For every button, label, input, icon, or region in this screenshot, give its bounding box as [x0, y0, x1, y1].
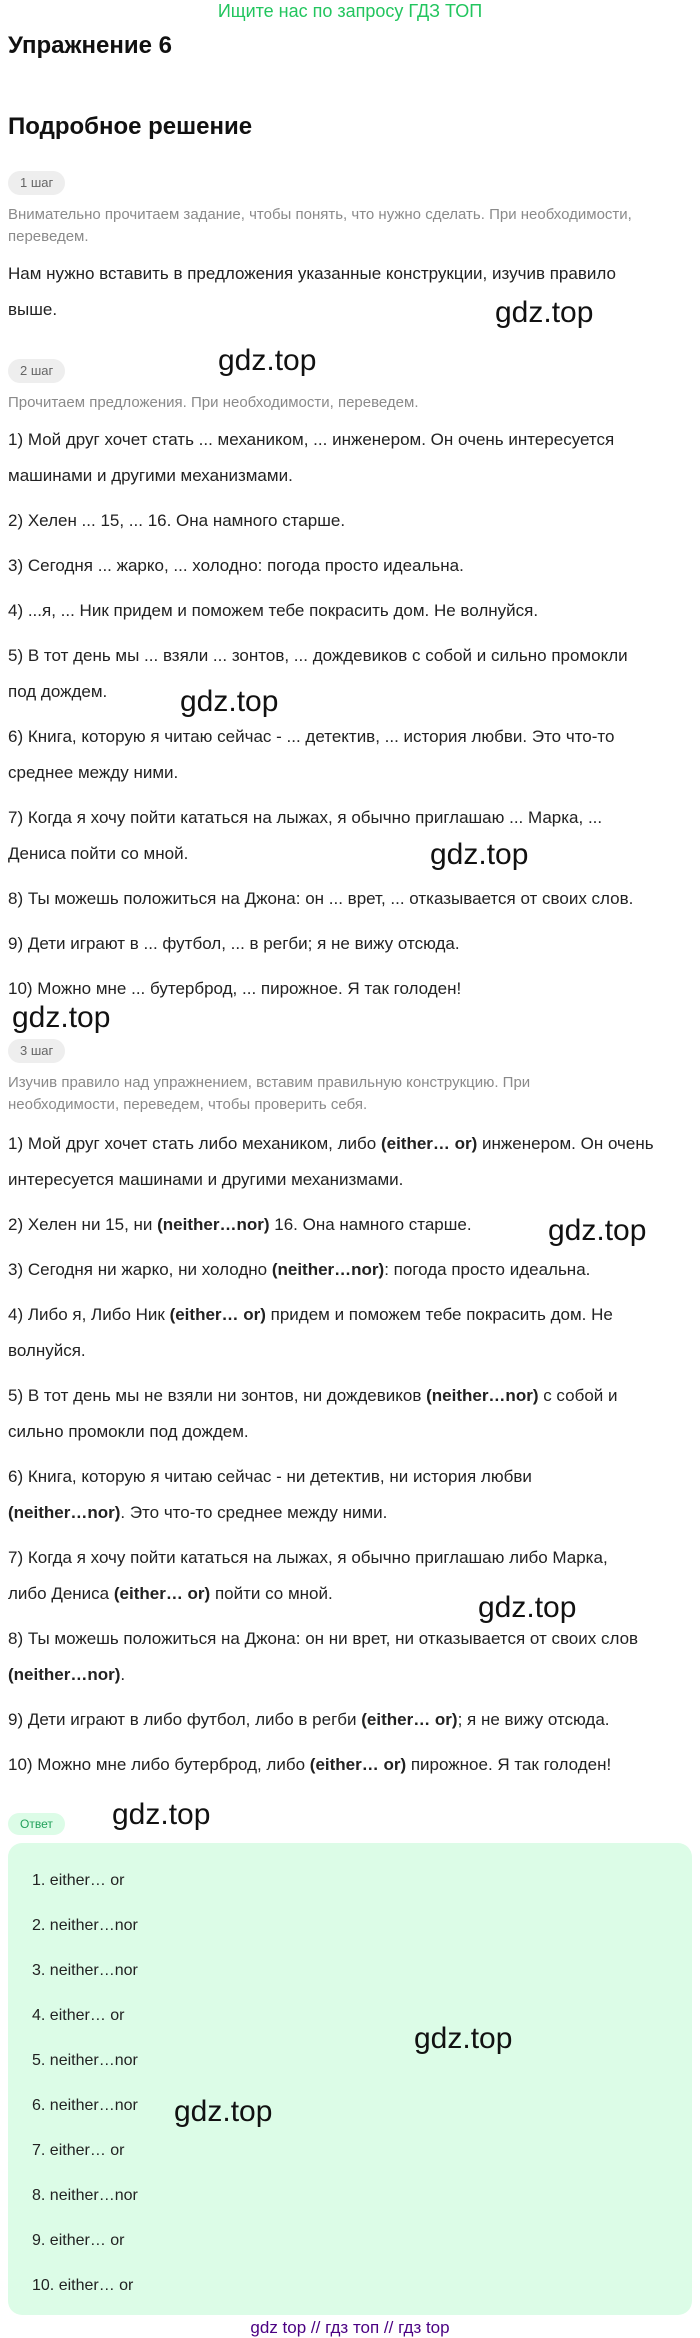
step2-line: машинами и другими механизмами. [8, 466, 293, 485]
step3-line: волнуйся. [8, 1341, 86, 1360]
step1-text-1: Нам нужно вставить в предложения указанные конструкции, изучив правило [8, 264, 616, 283]
answer-item: 4. either… or [32, 2007, 125, 2024]
step3-line: (neither…nor). Это что-то среднее между ними. [8, 1503, 388, 1522]
watermark: gdz.top [174, 2095, 273, 2128]
step-badge-1: 1 шаг [8, 171, 65, 195]
watermark: gdz.top [180, 685, 279, 718]
step3-line: сильно промокли под дождем. [8, 1422, 249, 1441]
step2-line: 10) Можно мне ... бутерброд, ... пирожное. Я так голоден! [8, 979, 462, 998]
step2-line: 1) Мой друг хочет стать ... механиком, ... инженером. Он очень интересуется [8, 430, 615, 449]
step3-line: 6) Книга, которую я читаю сейчас - ни детектив, ни история любви [8, 1467, 532, 1486]
page-title: Упражнение 6 [8, 32, 172, 59]
step3-line: 10) Можно мне либо бутерброд, либо (either… or) пирожное. Я так голоден! [8, 1755, 612, 1774]
step3-line: 2) Хелен ни 15, ни (neither…nor) 16. Она намного старше. [8, 1215, 472, 1234]
solution-heading: Подробное решение [8, 113, 253, 140]
answer-item: 2. neither…nor [32, 1917, 138, 1934]
step2-line: 4) ...я, ... Ник придем и поможем тебе покрасить дом. Не волнуйся. [8, 601, 539, 620]
step2-line: под дождем. [8, 682, 108, 701]
answer-item: 1. either… or [32, 1872, 125, 1889]
step3-line: 1) Мой друг хочет стать либо механиком, либо (either… or) инженером. Он очень [8, 1134, 654, 1153]
watermark: gdz.top [414, 2022, 513, 2055]
step-badge-3: 3 шаг [8, 1039, 65, 1063]
step3-line: 9) Дети играют в либо футбол, либо в регби (either… or); я не вижу отсюда. [8, 1710, 610, 1729]
step2-note: Прочитаем предложения. При необходимости, переведем. [8, 394, 419, 411]
step3-line: (neither…nor). [8, 1665, 126, 1684]
step1-note: Внимательно прочитаем задание, чтобы понять, что нужно сделать. При необходимости, переведем. [8, 206, 632, 245]
answer-item: 5. neither…nor [32, 2052, 138, 2069]
watermark: gdz.top [478, 1591, 577, 1624]
step3-line: либо Дениса (either… or) пойти со мной. [8, 1584, 333, 1603]
top-banner: Ищите нас по запросу ГДЗ ТОП [217, 1, 483, 21]
watermark: gdz.top [495, 296, 594, 329]
step3-line: 8) Ты можешь положиться на Джона: он ни врет, ни отказывается от своих слов [8, 1629, 639, 1648]
answer-item: 7. either… or [32, 2142, 125, 2159]
step2-line: Дениса пойти со мной. [8, 844, 189, 863]
watermark: gdz.top [218, 344, 317, 377]
step2-line: среднее между ними. [8, 763, 179, 782]
answer-item: 9. either… or [32, 2232, 125, 2249]
step2-line: 7) Когда я хочу пойти кататься на лыжах, я обычно приглашаю ... Марка, ... [8, 808, 603, 827]
step2-line: 5) В тот день мы ... взяли ... зонтов, ... дождевиков с собой и сильно промокли [8, 646, 628, 665]
step-badge-2: 2 шаг [8, 359, 65, 383]
watermark: gdz.top [548, 1214, 647, 1247]
step3-line: 4) Либо я, Либо Ник (either… or) придем и поможем тебе покрасить дом. Не [8, 1305, 613, 1324]
step1-text-2: выше. [8, 300, 58, 319]
step3-line: интересуется машинами и другими механизмами. [8, 1170, 404, 1189]
step2-line: 6) Книга, которую я читаю сейчас - ... детектив, ... история любви. Это что-то [8, 727, 615, 746]
watermark: gdz.top [112, 1798, 211, 1831]
step2-line: 9) Дети играют в ... футбол, ... в регби; я не вижу отсюда. [8, 934, 460, 953]
step2-line: 8) Ты можешь положиться на Джона: он ... врет, ... отказывается от своих слов. [8, 889, 634, 908]
footer-links[interactable]: gdz top // гдз топ // гдз top [250, 2318, 450, 2337]
step3-line: 3) Сегодня ни жарко, ни холодно (neither…nor): погода просто идеальна. [8, 1260, 591, 1279]
step2-line: 2) Хелен ... 15, ... 16. Она намного старше. [8, 511, 346, 530]
answer-item: 6. neither…nor [32, 2097, 138, 2114]
step3-line: 7) Когда я хочу пойти кататься на лыжах, я обычно приглашаю либо Марка, [8, 1548, 608, 1567]
answer-item: 8. neither…nor [32, 2187, 138, 2204]
watermark: gdz.top [12, 1001, 111, 1034]
answer-item: 3. neither…nor [32, 1962, 138, 1979]
answer-box [8, 1843, 692, 2315]
step2-line: 3) Сегодня ... жарко, ... холодно: погода просто идеальна. [8, 556, 464, 575]
watermark: gdz.top [430, 838, 529, 871]
step3-line: 5) В тот день мы не взяли ни зонтов, ни дождевиков (neither…nor) с собой и [8, 1386, 618, 1405]
answer-badge: Ответ [8, 1813, 65, 1835]
step3-note: Изучив правило над упражнением, вставим правильную конструкцию. При необходимости, переведем, чтобы проверить себя. [8, 1074, 531, 1113]
answer-item: 10. either… or [32, 2277, 134, 2294]
